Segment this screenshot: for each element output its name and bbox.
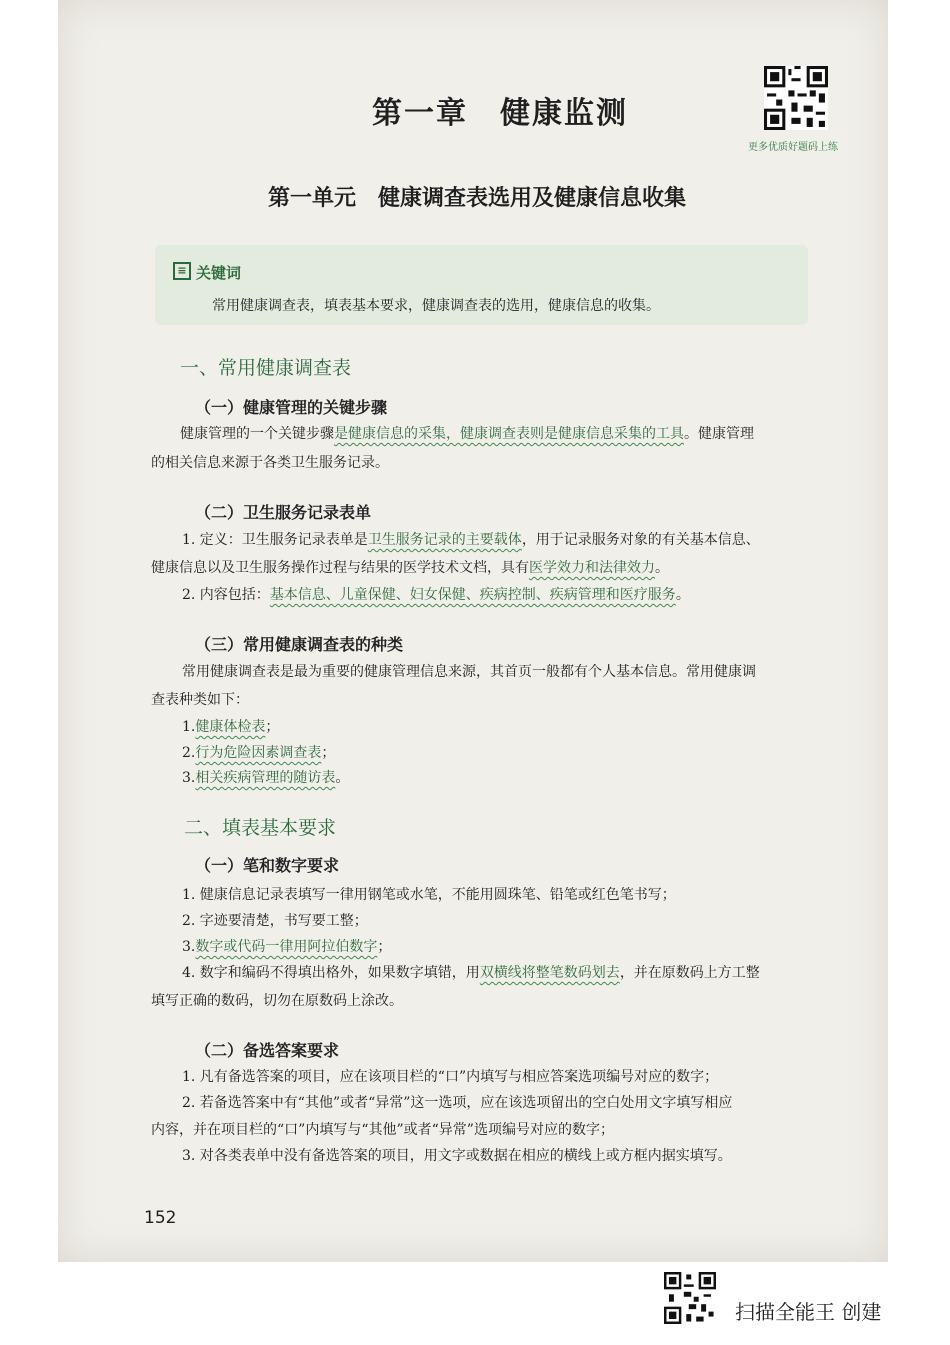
qr-code-icon [664, 1272, 716, 1324]
chapter-title: 第一章 健康监测 [372, 96, 628, 131]
subsection-heading-2-1: （一）笔和数字要求 [195, 856, 340, 875]
list-item: 3.相关疾病管理的随访表。 [182, 770, 350, 786]
highlighted-text: 基本信息、儿童保健、妇女保健、疾病控制、疾病管理和医疗服务 [269, 587, 676, 603]
list-item: 1.健康体检表； [182, 719, 280, 735]
keywords-label: 关键词 [196, 264, 242, 282]
paragraph-line: 1. 定义：卫生服务记录表单是卫生服务记录的主要载体，用于记录服务对象的有关基本信息、 [182, 532, 760, 548]
subsection-heading-1-2: （二）卫生服务记录表单 [195, 503, 372, 522]
subsection-heading-1-1: （一）健康管理的关键步骤 [195, 398, 388, 417]
page-number: 152 [144, 1208, 177, 1228]
scanner-watermark-text: 扫描全能王 创建 [735, 1300, 882, 1324]
section-heading-2: 二、填表基本要求 [184, 817, 337, 839]
list-item: 2.行为危险因素调查表； [182, 745, 336, 761]
paragraph-line: 2. 字迹要清楚，书写要工整； [182, 913, 368, 929]
paragraph-line: 1. 凡有备选答案的项目，应在该项目栏的“口”内填写与相应答案选项编号对应的数字； [182, 1069, 719, 1085]
unit-title: 第一单元 健康调查表选用及健康信息收集 [268, 186, 687, 211]
paragraph-line: 健康信息以及卫生服务操作过程与结果的医学技术文档，具有医学效力和法律效力。 [151, 560, 669, 576]
subsection-heading-2-2: （二）备选答案要求 [195, 1041, 340, 1060]
highlighted-text: 双横线将整笔数码划去 [479, 965, 620, 981]
paragraph-line: 2. 内容包括：基本信息、儿童保健、妇女保健、疾病控制、疾病管理和医疗服务。 [182, 587, 690, 603]
paragraph-line: 填写正确的数码，切勿在原数码上涂改。 [151, 993, 403, 1009]
paragraph-line: 健康管理的一个关键步骤是健康信息的采集，健康调查表则是健康信息采集的工具。健康管理 [180, 426, 754, 442]
paragraph-line: 3. 对各类表单中没有备选答案的项目，用文字或数据在相应的横线上或方框内据实填写。 [182, 1148, 732, 1164]
paragraph-line: 常用健康调查表是最为重要的健康管理信息来源，其首页一般都有个人基本信息。常用健康调 [182, 664, 756, 680]
paragraph-line: 4. 数字和编码不得填出格外，如果数字填错，用双横线将整笔数码划去，并在原数码上方工整 [182, 965, 760, 981]
qr-caption: 更多优质好题码上练 [748, 142, 838, 153]
paragraph-line: 1. 健康信息记录表填写一律用钢笔或水笔，不能用圆珠笔、铅笔或红色笔书写； [182, 887, 676, 903]
paragraph-line: 内容，并在项目栏的“口”内填写与“其他”或者“异常”选项编号对应的数字； [151, 1122, 614, 1138]
paragraph-line: 2. 若备选答案中有“其他”或者“异常”这一选项，应在该选项留出的空白处用文字填写相应 [182, 1095, 733, 1111]
highlighted-text: 卫生服务记录的主要载体 [367, 532, 522, 548]
paragraph-line: 查表种类如下： [151, 692, 249, 708]
highlighted-text: 医学效力和法律效力 [529, 560, 655, 576]
list-item: 3.数字或代码一律用阿拉伯数字； [182, 939, 392, 955]
qr-code-icon [764, 66, 828, 130]
subsection-heading-1-3: （三）常用健康调查表的种类 [195, 635, 404, 654]
section-heading-1: 一、常用健康调查表 [180, 357, 352, 379]
keywords-icon: ≡ [173, 262, 191, 280]
keywords-text: 常用健康调查表，填表基本要求，健康调查表的选用，健康信息的收集。 [212, 298, 660, 314]
paragraph-line: 的相关信息来源于各类卫生服务记录。 [151, 455, 389, 471]
highlighted-text: 是健康信息的采集，健康调查表则是健康信息采集的工具 [334, 426, 684, 442]
